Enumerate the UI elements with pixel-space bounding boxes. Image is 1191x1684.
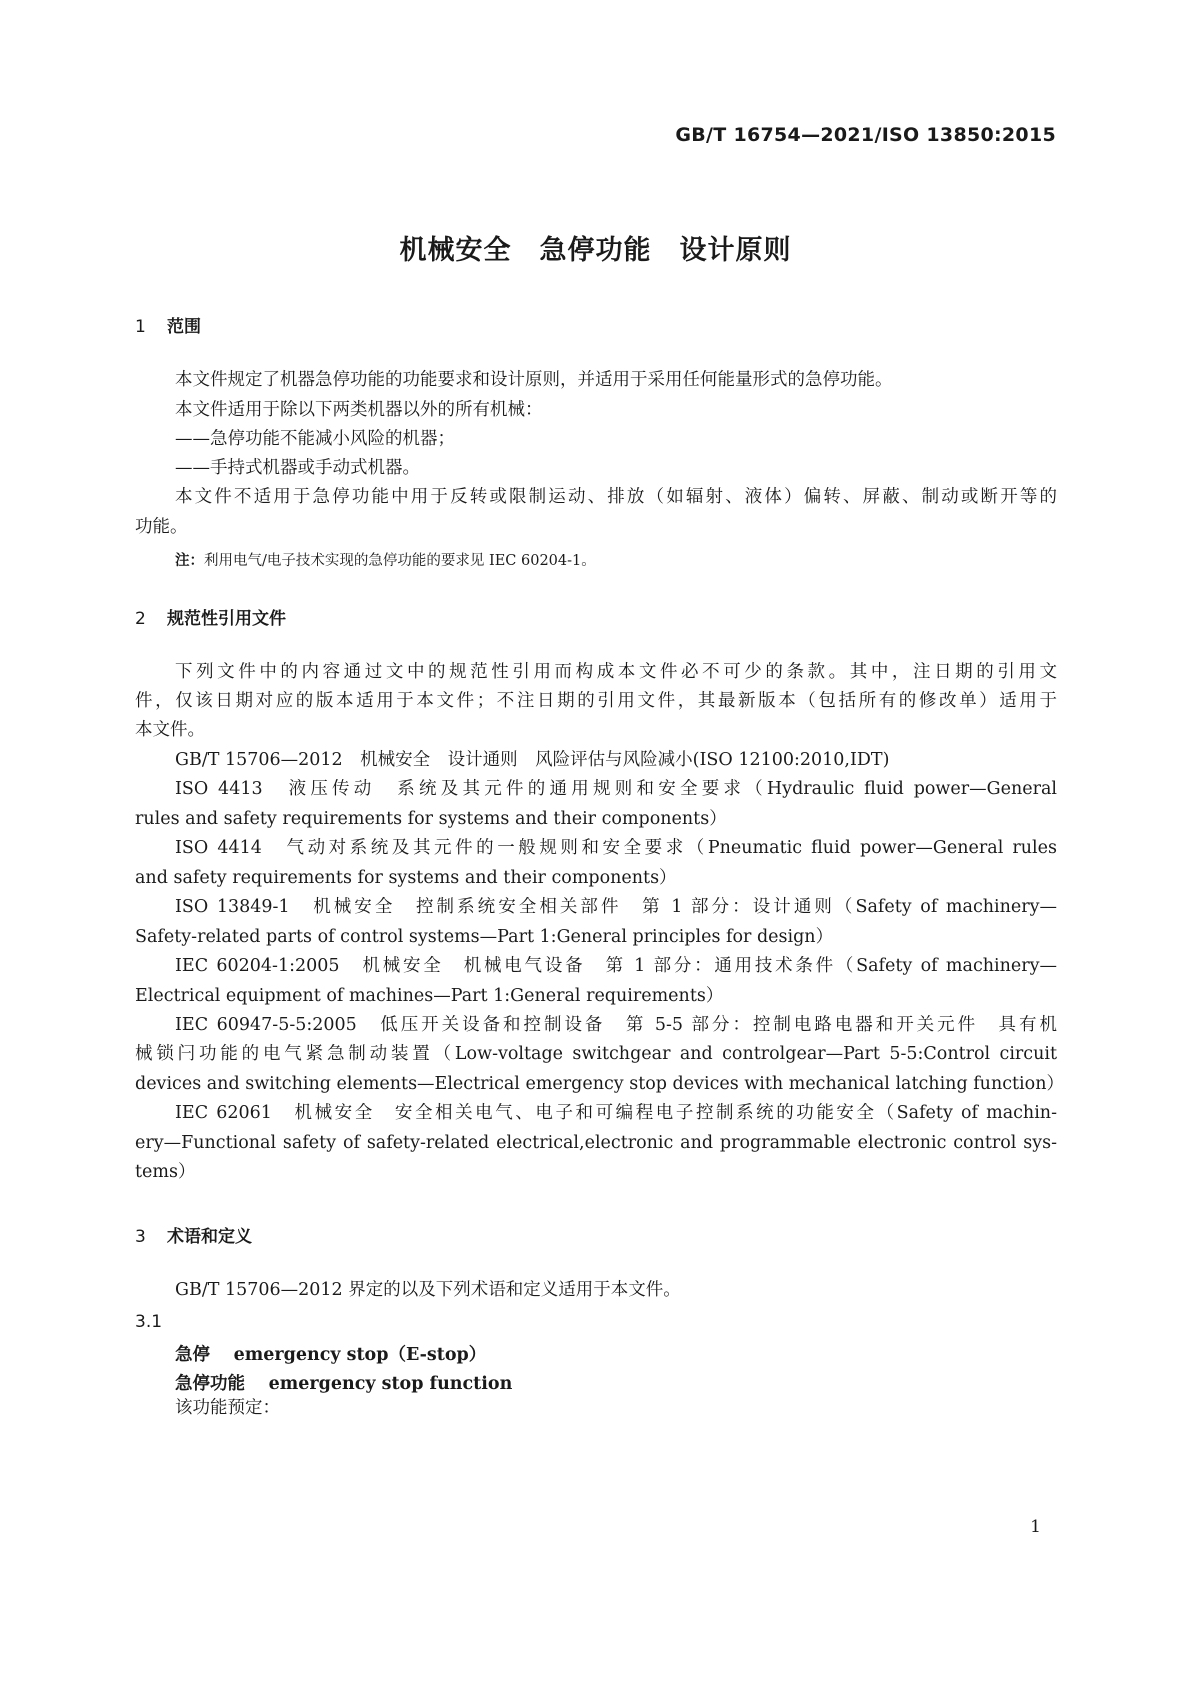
term-english: emergency stop function (268, 1374, 513, 1394)
term-entry (175, 1341, 486, 1366)
reference-entry: ISO 4414 气动对系统及其元件的一般规则和安全要求（Pneumatic fluid power—General rules (175, 838, 1057, 858)
note (175, 549, 596, 570)
section-title: 术语和定义 (167, 1227, 252, 1247)
section-1-heading (135, 312, 201, 337)
note-text: 利用电气/电子技术实现的急停功能的要求见 IEC 60204-1。 (204, 553, 596, 569)
clause-number: 3.1 (135, 1312, 163, 1332)
paragraph-line: 功能。 (135, 517, 188, 537)
reference-entry-cont: devices and switching elements—Electrical emergency stop devices with mechanical latching function） (135, 1074, 1064, 1094)
paragraph-line: 本文件规定了机器急停功能的功能要求和设计原则，并适用于采用任何能量形式的急停功能。 (175, 370, 893, 390)
reference-entry: IEC 60204-1:2005 机械安全 机械电气设备 第 1 部分：通用技术条件（Safety of machinery— (175, 956, 1057, 976)
page-number: 1 (1030, 1517, 1041, 1537)
paragraph-line: 下列文件中的内容通过文中的规范性引用而构成本文件必不可少的条款。其中，注日期的引用文 (175, 662, 1057, 682)
reference-entry-cont: Safety-related parts of control systems—Part 1:General principles for design） (135, 927, 834, 947)
paragraph-line: 本文件不适用于急停功能中用于反转或限制运动、排放（如辐射、液体）偏转、屏蔽、制动或断开等的 (175, 487, 1057, 507)
reference-entry-cont: rules and safety requirements for systems and their components） (135, 809, 727, 829)
reference-entry: IEC 60947-5-5:2005 低压开关设备和控制设备 第 5-5 部分：控制电路电器和开关元件 具有机 (175, 1015, 1057, 1035)
paragraph-line: GB/T 15706—2012 界定的以及下列术语和定义适用于本文件。 (175, 1280, 681, 1300)
note-label: 注： (175, 553, 204, 569)
section-title: 规范性引用文件 (167, 609, 286, 629)
paragraph-line: 本文件。 (135, 720, 205, 740)
term-entry (175, 1370, 512, 1395)
term-english: emergency stop（E-stop） (233, 1345, 487, 1365)
reference-entry: GB/T 15706—2012 机械安全 设计通则 风险评估与风险减小(ISO 12100:2010,IDT) (175, 750, 890, 770)
reference-entry-cont: ery—Functional safety of safety-related electrical,electronic and programmable electronic control sys- (135, 1133, 1057, 1153)
section-title: 范围 (167, 317, 201, 337)
reference-entry: ISO 4413 液压传动 系统及其元件的通用规则和安全要求（Hydraulic fluid power—General (175, 779, 1057, 799)
section-number: 2 (135, 609, 146, 629)
reference-entry: ISO 13849-1 机械安全 控制系统安全相关部件 第 1 部分：设计通则（Safety of machinery— (175, 897, 1057, 917)
section-3-heading (135, 1222, 252, 1247)
reference-entry-cont: Electrical equipment of machines—Part 1:General requirements） (135, 986, 724, 1006)
term-chinese: 急停功能 (175, 1374, 245, 1394)
reference-entry-cont: and safety requirements for systems and their components） (135, 868, 677, 888)
section-number: 3 (135, 1227, 146, 1247)
term-chinese: 急停 (175, 1345, 210, 1365)
paragraph-line: 本文件适用于除以下两类机器以外的所有机械： (175, 400, 543, 420)
paragraph-line: 件，仅该日期对应的版本适用于本文件；不注日期的引用文件，其最新版本（包括所有的修改单）适用于 (135, 691, 1057, 711)
standard-identifier: GB/T 16754—2021/ISO 13850:2015 (675, 124, 1056, 146)
document-title: 机械安全 急停功能 设计原则 (399, 235, 792, 266)
reference-entry-cont: tems） (135, 1162, 196, 1182)
section-number: 1 (135, 317, 146, 337)
section-2-heading (135, 604, 286, 629)
list-item: ——手持式机器或手动式机器。 (175, 458, 420, 478)
reference-entry: IEC 62061 机械安全 安全相关电气、电子和可编程电子控制系统的功能安全（Safety of machin- (175, 1103, 1057, 1123)
list-item: ——急停功能不能减小风险的机器； (175, 429, 455, 449)
definition-text: 该功能预定： (175, 1398, 280, 1418)
reference-entry-cont: 械锁闩功能的电气紧急制动装置（Low-voltage switchgear and controlgear—Part 5-5:Control circuit (135, 1044, 1057, 1064)
